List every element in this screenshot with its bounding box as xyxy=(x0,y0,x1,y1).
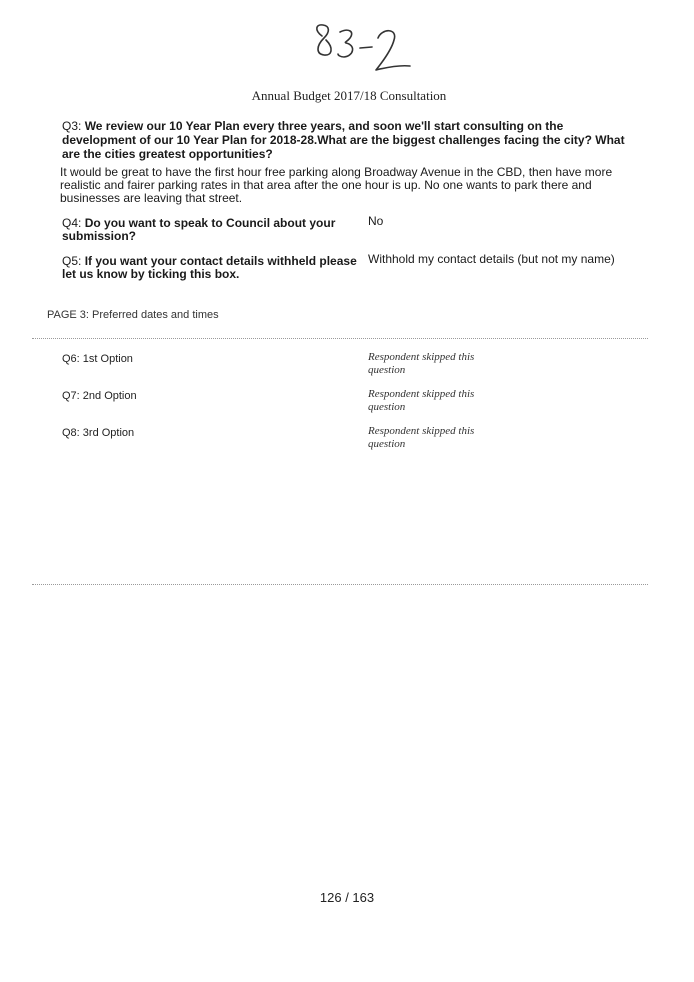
page-number: 126 / 163 xyxy=(319,890,375,905)
question-q4 xyxy=(62,217,358,243)
handwritten-mark xyxy=(310,22,420,80)
q3-text: We review our 10 Year Plan every three years, and soon we'll start consulting on the development of our 10 Year Plan for 2018-28.What are the biggest challenges facing the city? What are the cities greatest opportunities? xyxy=(62,119,625,161)
q7-answer: Respondent skipped this question xyxy=(368,388,475,413)
document-title: Annual Budget 2017/18 Consultation xyxy=(251,88,447,103)
q7-label: Q7: 2nd Option xyxy=(62,390,137,402)
divider xyxy=(32,338,648,339)
q8-label: Q8: 3rd Option xyxy=(62,427,135,439)
q3-number: Q3: xyxy=(62,119,82,133)
question-q5 xyxy=(62,255,358,281)
q4-answer: No xyxy=(368,214,384,228)
question-q3 xyxy=(62,119,634,161)
divider xyxy=(32,584,648,585)
q4-text: Do you want to speak to Council about your submission? xyxy=(62,216,336,243)
q6-label: Q6: 1st Option xyxy=(62,353,133,365)
q5-answer: Withhold my contact details (but not my name) xyxy=(368,252,615,266)
q5-number: Q5: xyxy=(62,254,82,268)
q8-answer: Respondent skipped this question xyxy=(368,425,475,450)
q6-answer: Respondent skipped this question xyxy=(368,351,475,376)
q4-number: Q4: xyxy=(62,216,82,230)
q5-text: If you want your contact details withheld please let us know by ticking this box. xyxy=(62,254,357,281)
q3-answer: It would be great to have the first hour free parking along Broadway Avenue in the CBD, then have more realistic and fairer parking rates in that area after the one hour is up. No one wants to park there and businesses are leaving that street. xyxy=(60,165,613,205)
page3-heading: PAGE 3: Preferred dates and times xyxy=(47,309,219,321)
